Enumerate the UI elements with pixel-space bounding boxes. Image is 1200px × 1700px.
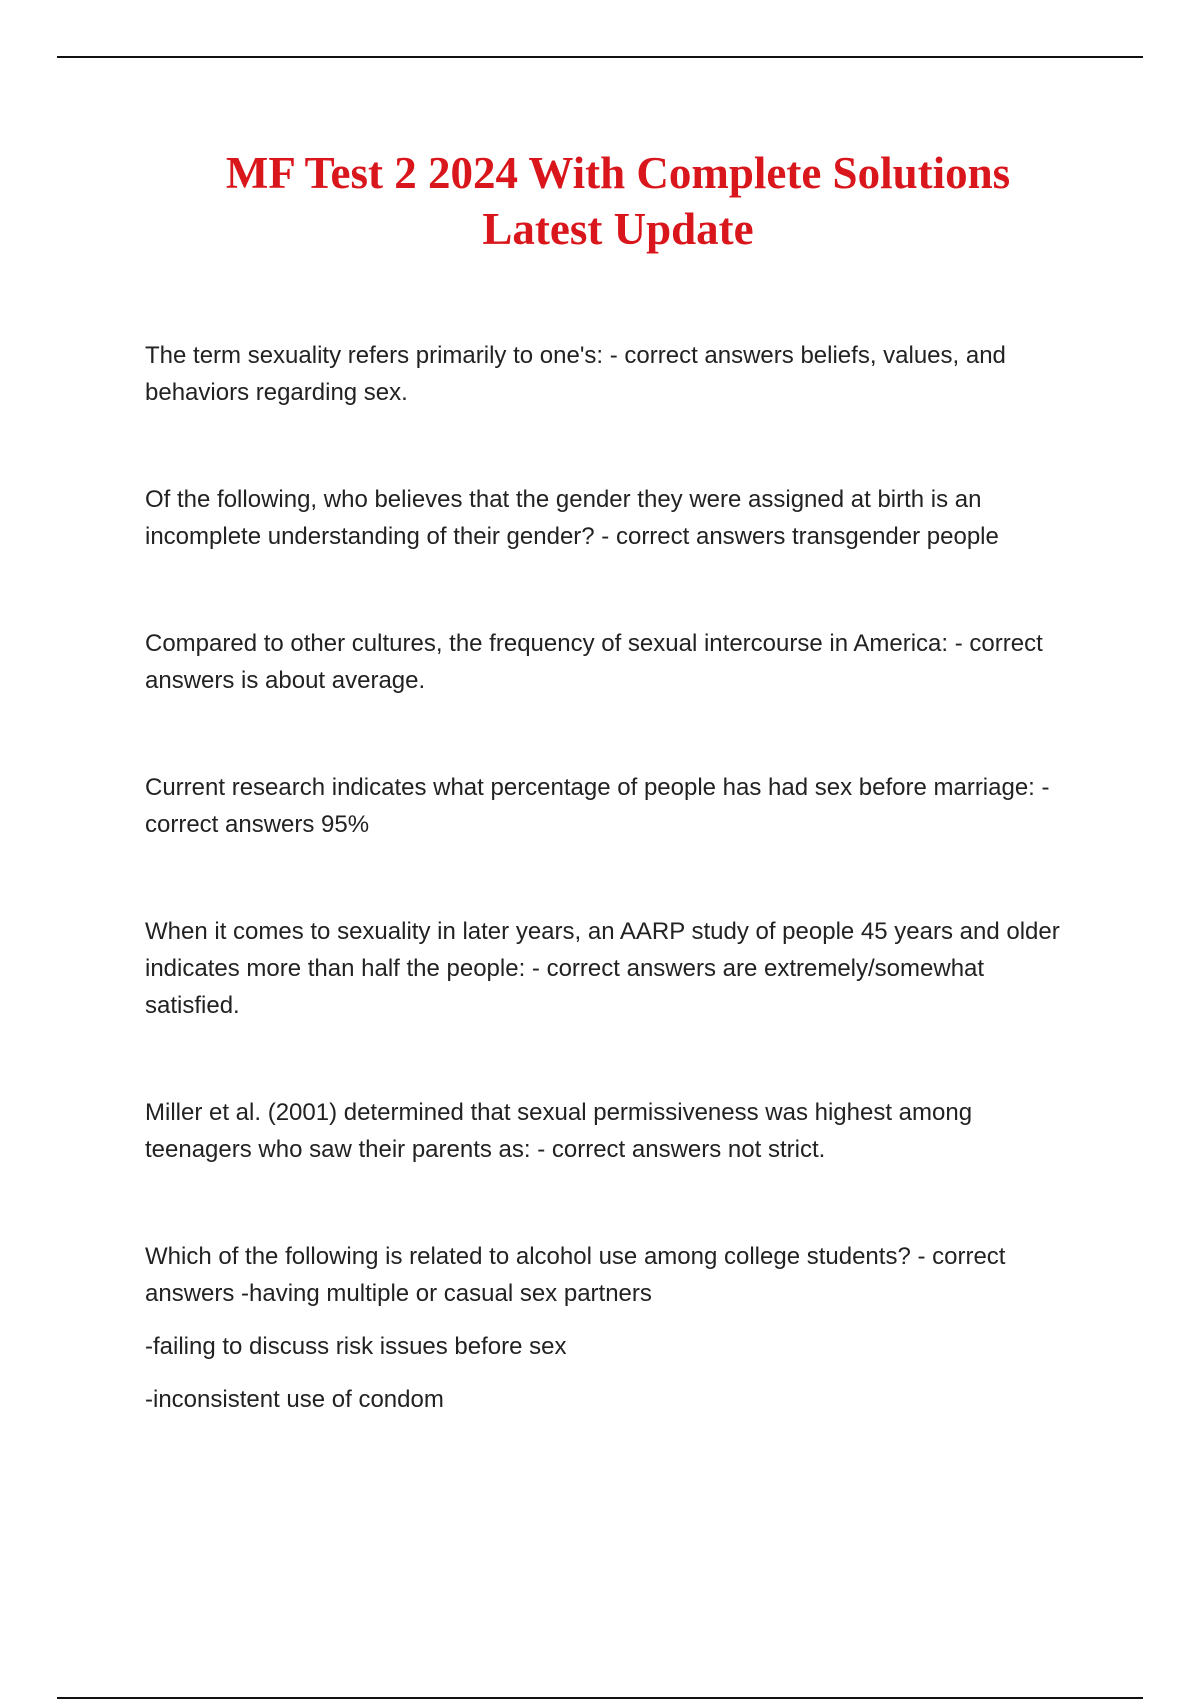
qa-extra-line: -failing to discuss risk issues before sex bbox=[145, 1333, 567, 1360]
qa-item-3 bbox=[145, 625, 1085, 699]
qa-text: Which of the following is related to alcohol use among college students? - correct answers -having multiple or casual sex partners bbox=[145, 1243, 1006, 1307]
qa-extra-line: -inconsistent use of condom bbox=[145, 1386, 444, 1413]
qa-text: Of the following, who believes that the gender they were assigned at birth is an incomplete understanding of their gender? - correct answers transgender people bbox=[145, 486, 999, 550]
qa-item-5 bbox=[145, 913, 1085, 1024]
qa-list bbox=[145, 337, 1085, 1488]
qa-text: Miller et al. (2001) determined that sexual permissiveness was highest among teenagers who saw their parents as: - correct answers not strict. bbox=[145, 1099, 973, 1163]
header-rule bbox=[57, 56, 1143, 58]
footer-rule bbox=[57, 1697, 1143, 1699]
document-title bbox=[100, 145, 1136, 257]
qa-item-7 bbox=[145, 1238, 1085, 1418]
title-line-2: Latest Update bbox=[482, 204, 754, 254]
title-line-1: MF Test 2 2024 With Complete Solutions bbox=[225, 148, 1011, 198]
qa-item-2 bbox=[145, 481, 1085, 555]
qa-text: The term sexuality refers primarily to one's: - correct answers beliefs, values, and behaviors regarding sex. bbox=[145, 342, 1006, 406]
qa-text: Compared to other cultures, the frequency of sexual intercourse in America: - correct answers is about average. bbox=[145, 630, 1043, 694]
qa-item-1 bbox=[145, 337, 1085, 411]
qa-text: When it comes to sexuality in later years, an AARP study of people 45 years and older indicates more than half the people: - correct answers are extremely/somewhat satisfied. bbox=[145, 918, 1060, 1019]
qa-item-4 bbox=[145, 769, 1085, 843]
qa-text: Current research indicates what percentage of people has had sex before marriage: - correct answers 95% bbox=[145, 774, 1050, 838]
qa-item-6 bbox=[145, 1094, 1085, 1168]
